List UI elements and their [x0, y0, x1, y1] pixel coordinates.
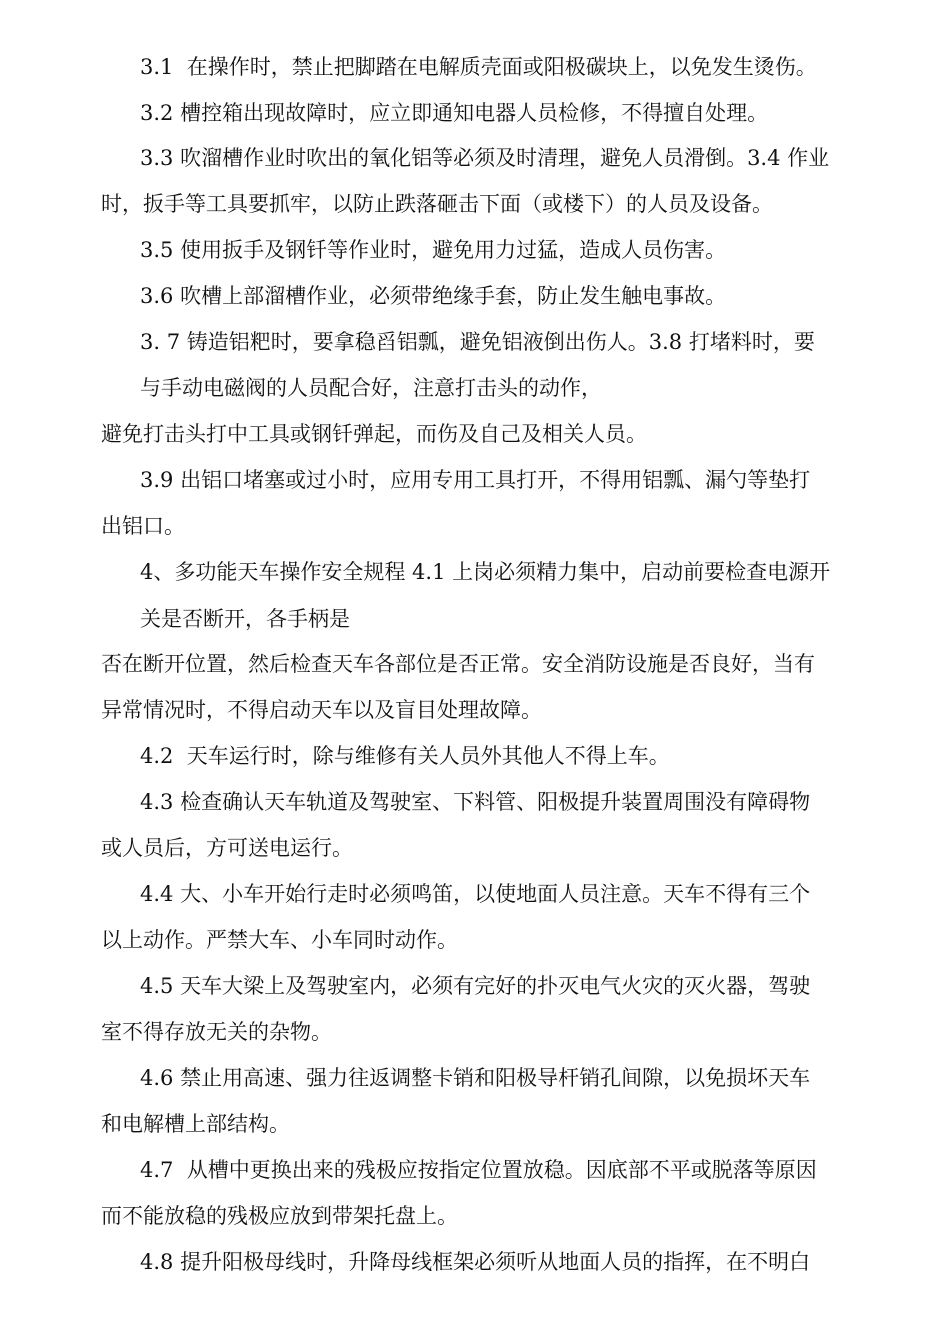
text-line: 异常情况时，不得启动天车以及盲目处理故障。	[101, 698, 542, 722]
text-line: 关是否断开，各手柄是	[140, 607, 350, 631]
text-line: 3.2 槽控箱出现故障时，应立即通知电器人员检修，不得擅自处理。	[140, 101, 769, 125]
text-line: 时，扳手等工具要抓牢，以防止跌落砸击下面（或楼下）的人员及设备。	[101, 192, 773, 216]
text-line: 4.4 大、小车开始行走时必须鸣笛，以使地面人员注意。天车不得有三个	[140, 882, 811, 906]
text-line: 以上动作。严禁大车、小车同时动作。	[101, 928, 458, 952]
text-line: 出铝口。	[101, 514, 185, 538]
text-line: 3.1 在操作时，禁止把脚踏在电解质壳面或阳极碳块上，以免发生烫伤。	[140, 55, 817, 79]
text-line: 4.3 检查确认天车轨道及驾驶室、下料管、阳极提升装置周围没有障碍物	[140, 790, 811, 814]
text-line: 4.2 天车运行时，除与维修有关人员外其他人不得上车。	[140, 744, 670, 768]
text-line: 4.5 天车大梁上及驾驶室内，必须有完好的扑灭电气火灾的灭火器，驾驶	[140, 974, 811, 998]
text-line: 4.6 禁止用高速、强力往返调整卡销和阳极导杆销孔间隙，以免损坏天车	[140, 1066, 811, 1090]
text-line: 与手动电磁阀的人员配合好，注意打击头的动作，	[140, 376, 602, 400]
text-line: 4、多功能天车操作安全规程 4.1 上岗必须精力集中，启动前要检查电源开	[140, 560, 831, 584]
text-line: 否在断开位置，然后检查天车各部位是否正常。安全消防设施是否良好，当有	[101, 652, 815, 676]
text-line: 3.6 吹槽上部溜槽作业，必须带绝缘手套，防止发生触电事故。	[140, 284, 727, 308]
text-line: 3.5 使用扳手及钢钎等作业时，避免用力过猛，造成人员伤害。	[140, 238, 727, 262]
text-line: 和电解槽上部结构。	[101, 1112, 290, 1136]
text-line: 4.8 提升阳极母线时，升降母线框架必须听从地面人员的指挥，在不明白	[140, 1250, 811, 1274]
text-line: 3.9 出铝口堵塞或过小时，应用专用工具打开，不得用铝瓢、漏勺等垫打	[140, 468, 811, 492]
text-line: 3. 7 铸造铝粑时，要拿稳舀铝瓢，避免铝液倒出伤人。3.8 打堵料时，要	[140, 330, 815, 354]
text-line: 而不能放稳的残极应放到带架托盘上。	[101, 1204, 458, 1228]
text-line: 避免打击头打中工具或钢钎弹起，而伤及自己及相关人员。	[101, 422, 647, 446]
text-line: 4.7 从槽中更换出来的残极应按指定位置放稳。因底部不平或脱落等原因	[140, 1158, 817, 1182]
text-line: 室不得存放无关的杂物。	[101, 1020, 332, 1044]
text-line: 3.3 吹溜槽作业时吹出的氧化铝等必须及时清理，避免人员滑倒。3.4 作业	[140, 146, 830, 170]
text-line: 或人员后，方可送电运行。	[101, 836, 353, 860]
